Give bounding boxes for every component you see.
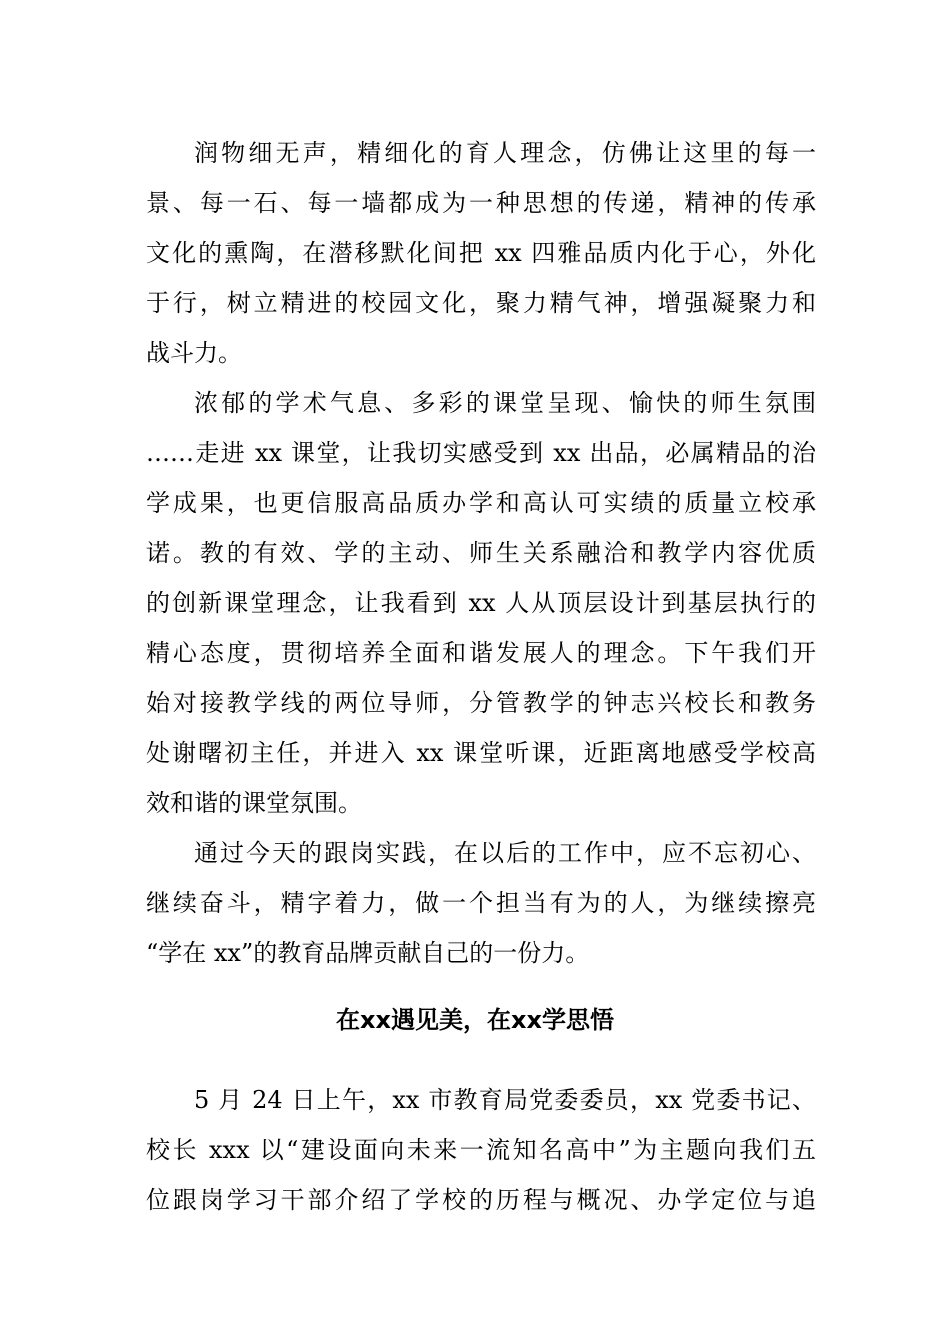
paragraph-4-line-3: 位跟岗学习干部介绍了学校的历程与概况、办学定位与追 bbox=[146, 1186, 816, 1214]
paragraph-1-line-5: 战斗力。 bbox=[146, 339, 242, 367]
paragraph-3-line-1: 通过今天的跟岗实践，在以后的工作中，应不忘初心、 bbox=[194, 839, 816, 867]
paragraph-2-line-9: 效和谐的课堂氛围。 bbox=[146, 789, 362, 817]
paragraph-2-line-5: 的创新课堂理念，让我看到 xx 人从顶层设计到基层执行的 bbox=[146, 589, 816, 617]
paragraph-3-line-3: “学在 xx”的教育品牌贡献自己的一份力。 bbox=[146, 939, 590, 967]
paragraph-2-line-2: ……走进 xx 课堂，让我切实感受到 xx 出品，必属精品的治 bbox=[146, 439, 816, 467]
paragraph-1-line-4: 于行，树立精进的校园文化，聚力精气神，增强凝聚力和 bbox=[146, 289, 816, 317]
section-heading: 在xx遇见美，在xx学思悟 bbox=[336, 1006, 614, 1034]
paragraph-3-line-2: 继续奋斗，精字着力，做一个担当有为的人，为继续擦亮 bbox=[146, 889, 816, 917]
paragraph-2-line-3: 学成果，也更信服高品质办学和高认可实绩的质量立校承 bbox=[146, 489, 816, 517]
paragraph-2-line-8: 处谢曙初主任，并进入 xx 课堂听课，近距离地感受学校高 bbox=[146, 739, 816, 767]
paragraph-4-line-1: 5 月 24 日上午，xx 市教育局党委委员，xx 党委书记、 bbox=[194, 1086, 816, 1114]
paragraph-1-line-2: 景、每一石、每一墙都成为一种思想的传递，精神的传承 bbox=[146, 189, 816, 217]
paragraph-2-line-4: 诺。教的有效、学的主动、师生关系融洽和教学内容优质 bbox=[146, 539, 816, 567]
paragraph-1-line-3: 文化的熏陶，在潜移默化间把 xx 四雅品质内化于心，外化 bbox=[146, 239, 816, 267]
paragraph-2-line-1: 浓郁的学术气息、多彩的课堂呈现、愉快的师生氛围 bbox=[194, 389, 816, 417]
paragraph-2-line-6: 精心态度，贯彻培养全面和谐发展人的理念。下午我们开 bbox=[146, 639, 816, 667]
paragraph-1-line-1: 润物细无声，精细化的育人理念，仿佛让这里的每一 bbox=[194, 139, 816, 167]
paragraph-2-line-7: 始对接教学线的两位导师，分管教学的钟志兴校长和教务 bbox=[146, 689, 816, 717]
paragraph-4-line-2: 校长 xxx 以“建设面向未来一流知名高中”为主题向我们五 bbox=[146, 1136, 816, 1164]
